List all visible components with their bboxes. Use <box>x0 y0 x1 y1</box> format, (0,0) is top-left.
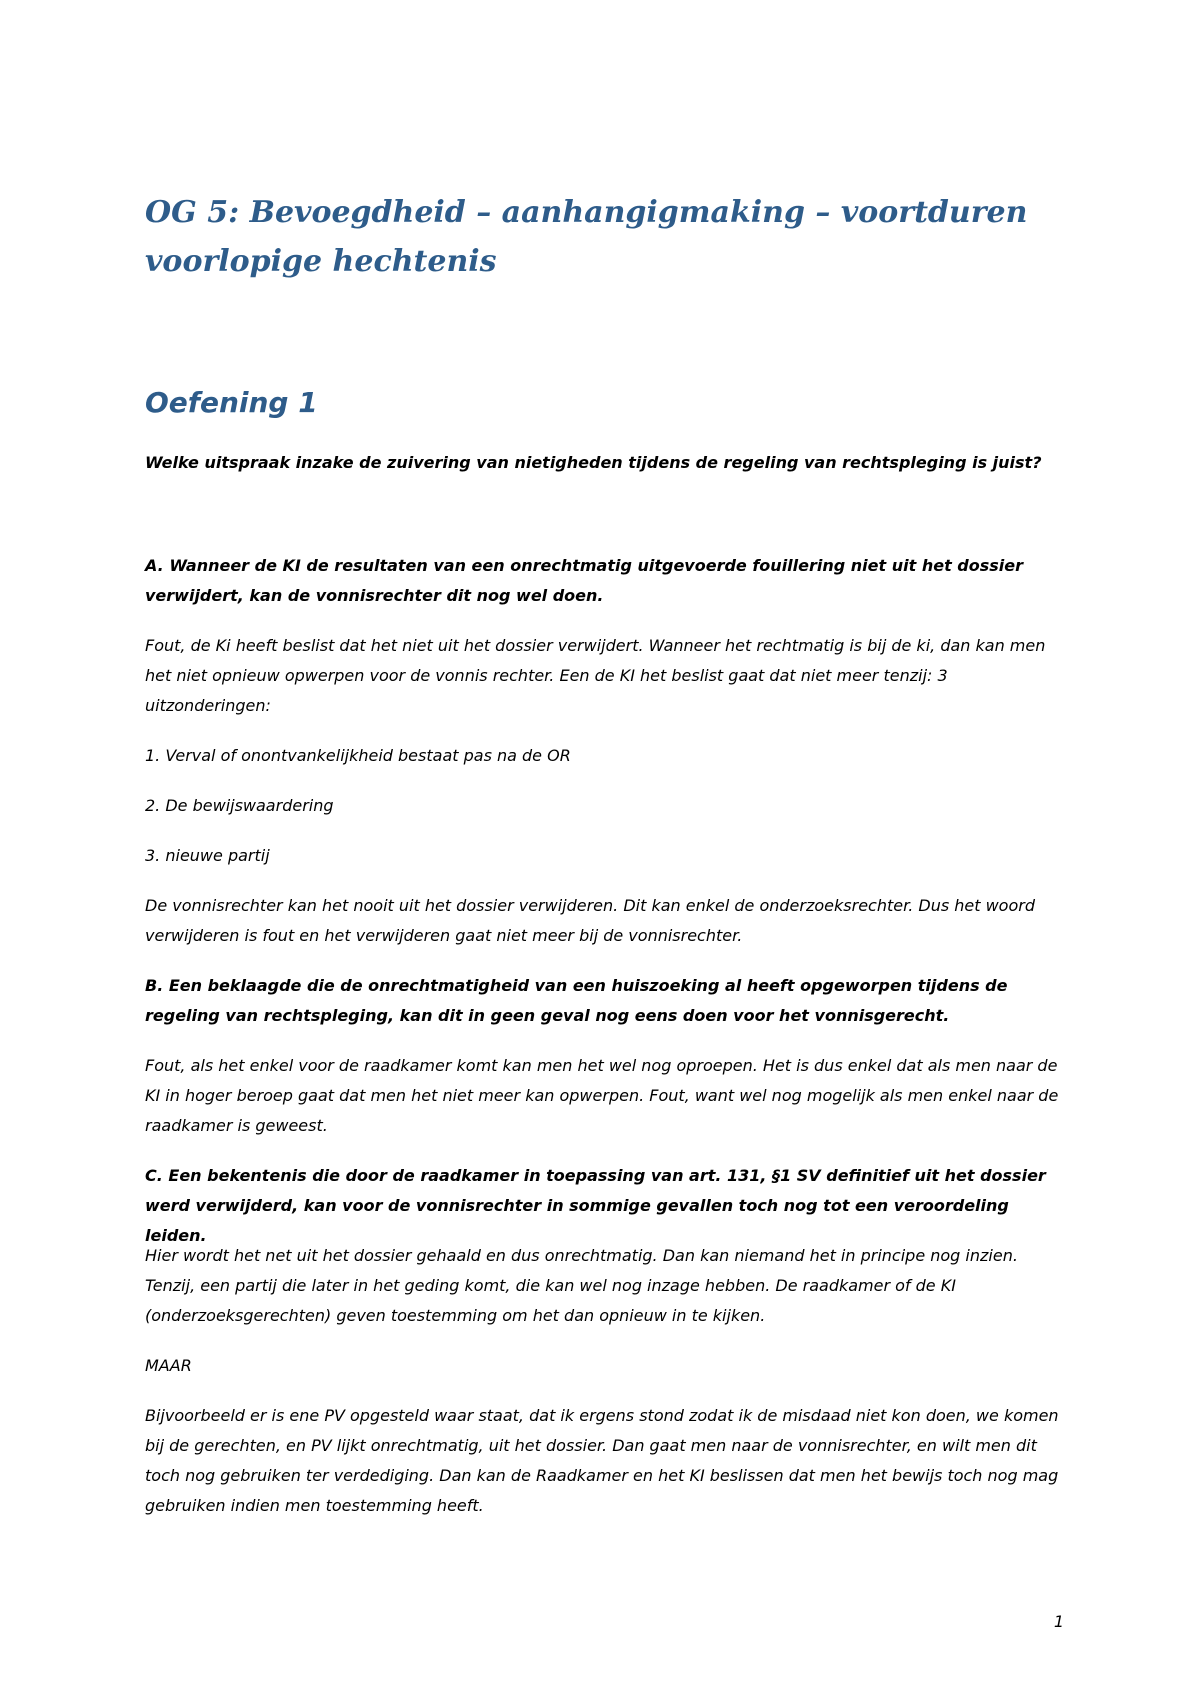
answer-b: Fout, als het enkel voor de raadkamer komt kan men het wel nog oproepen. Het is dus enkel dat als men naar de KI in hoger beroep gaat dat men het niet meer kan opwerpen. Fout, want wel nog mogelijk als men enkel naar de raadkamer is geweest. <box>145 1056 1059 1135</box>
document-title <box>145 188 1060 286</box>
answer-a-paragraph-2: De vonnisrechter kan het nooit uit het dossier verwijderen. Dit kan enkel de onderzoeksrechter. Dus het woord verwijderen is fout en het verwijderen gaat niet meer bij de vonnisrechter. <box>145 896 1035 945</box>
answer-a-paragraph-1: Fout, de Ki heeft beslist dat het niet uit het dossier verwijdert. Wanneer het rechtmatig is bij de ki, dan kan men het niet opnieuw opwerpen voor de vonnis rechter. Een de KI het beslist gaat dat niet meer tenzij: 3 uitzonderingen: <box>145 636 1046 715</box>
question: Welke uitspraak inzake de zuivering van nietigheden tijdens de regeling van rechtspleging is juist? <box>145 453 1042 472</box>
answer-c-paragraph-2: MAAR <box>145 1356 192 1375</box>
section-heading: Oefening 1 <box>145 386 318 419</box>
title-line-2: voorlopige hechtenis <box>145 244 497 279</box>
document-content <box>145 188 1060 1515</box>
exception-3: 3. nieuwe partij <box>145 846 270 865</box>
page-number: 1 <box>1053 1612 1064 1631</box>
title-line-1: OG 5: Bevoegdheid – aanhangigmaking – voortduren <box>145 195 1028 230</box>
option-a: A. Wanneer de KI de resultaten van een onrechtmatig uitgevoerde fouillering niet uit het dossier verwijdert, kan de vonnisrechter dit nog wel doen. <box>145 556 1023 605</box>
answer-c-paragraph-3: Bijvoorbeeld er is ene PV opgesteld waar staat, dat ik ergens stond zodat ik de misdaad niet kon doen, we komen bij de gerechten, en PV lijkt onrechtmatig, uit het dossier. Dan gaat men naar de vonnisrechter, en wilt men dit toch nog gebruiken ter verdediging. Dan kan de Raadkamer en het KI beslissen dat men het bewijs toch nog mag gebruiken indien men toestemming heeft. <box>145 1406 1059 1515</box>
exception-2: 2. De bewijswaardering <box>145 796 334 815</box>
exception-1: 1. Verval of onontvankelijkheid bestaat pas na de OR <box>145 746 571 765</box>
answer-c-paragraph-1: Hier wordt het net uit het dossier gehaald en dus onrechtmatig. Dan kan niemand het in principe nog inzien. Tenzij, een partij die later in het geding komt, die kan wel nog inzage hebben. De raadkamer of de KI (onderzoeksgerechten) geven toestemming om het dan opnieuw in te kijken. <box>145 1246 1018 1325</box>
option-c: C. Een bekentenis die door de raadkamer in toepassing van art. 131, §1 SV definitief uit het dossier werd verwijderd, kan voor de vonnisrechter in sommige gevallen toch nog tot een veroordeling leiden. <box>145 1166 1046 1245</box>
option-b: B. Een beklaagde die de onrechtmatigheid van een huiszoeking al heeft opgeworpen tijdens de regeling van rechtspleging, kan dit in geen geval nog eens doen voor het vonnisgerecht. <box>145 976 1008 1025</box>
